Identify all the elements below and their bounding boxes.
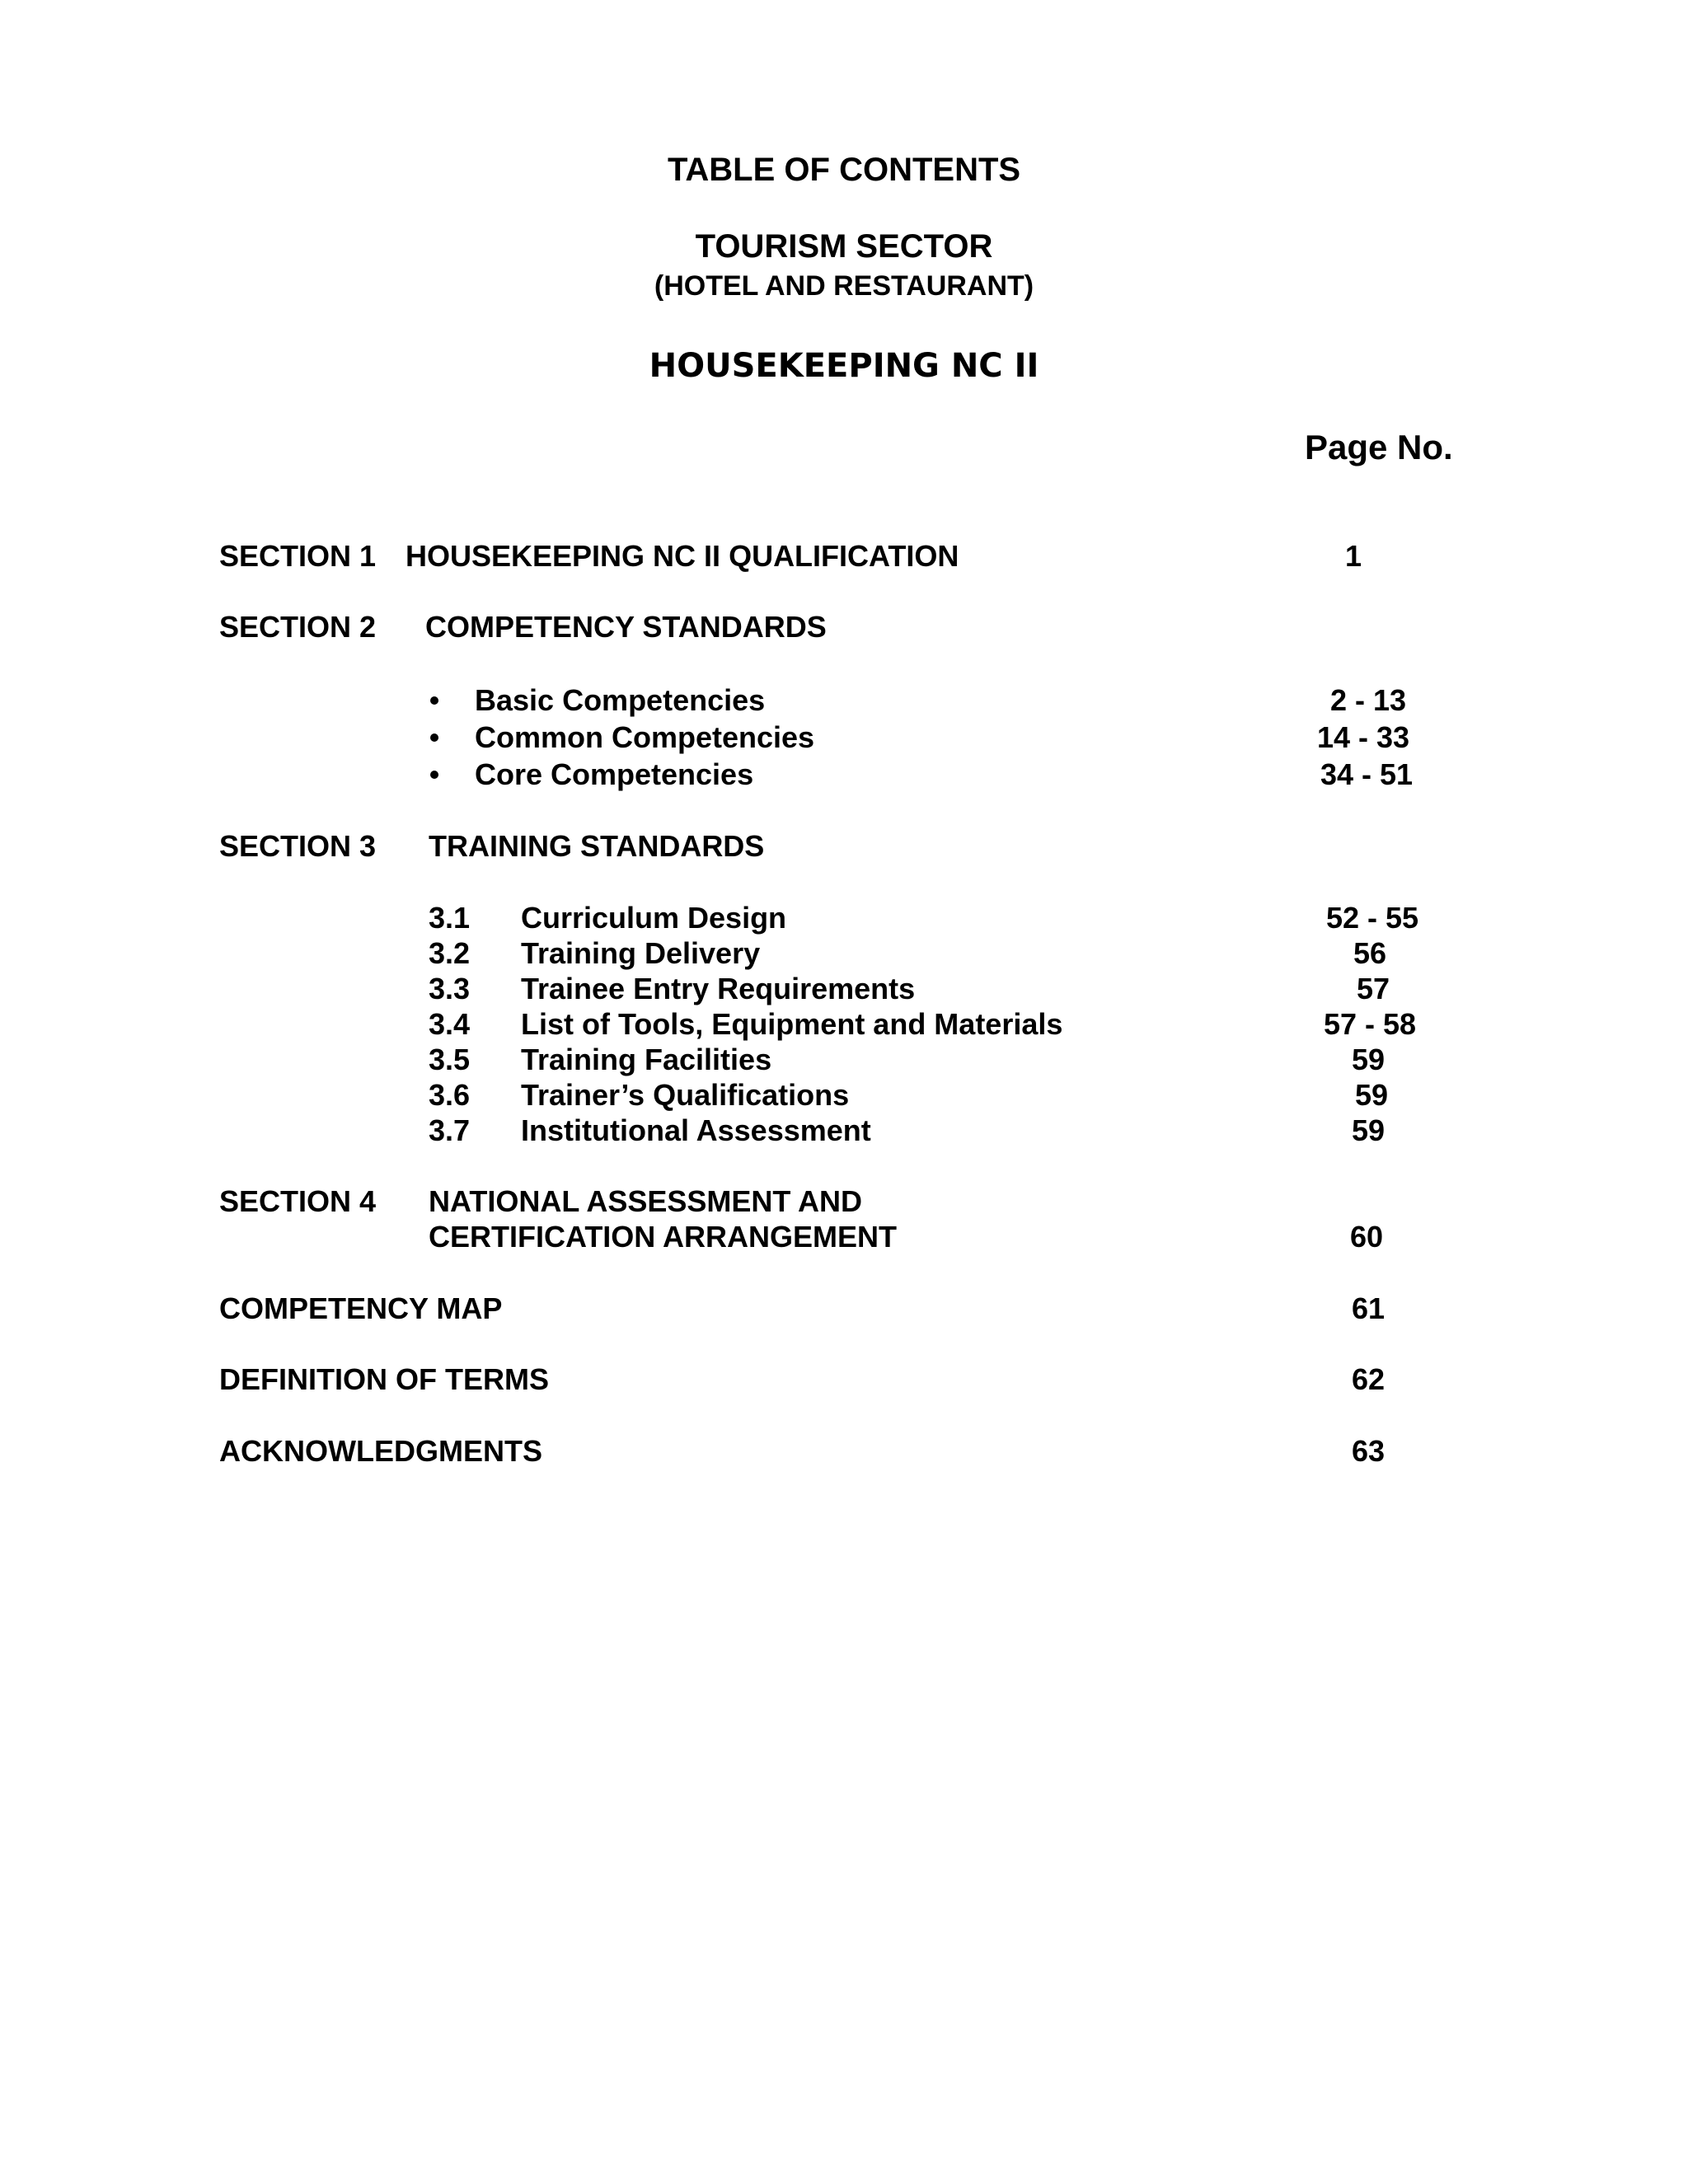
item-number: 3.5 (429, 1043, 471, 1076)
item-text: Institutional Assessment (521, 1113, 871, 1147)
bullet-icon (430, 696, 438, 705)
section-title-line-2: CERTIFICATION ARRANGEMENT (429, 1220, 897, 1254)
section-label: SECTION 4 (219, 1184, 377, 1218)
item-text: Trainee Entry Requirements (521, 972, 916, 1005)
bullet-text: Core Competencies (475, 757, 754, 791)
section-title: COMPETENCY STANDARDS (425, 610, 827, 644)
item-page-number: 59 (1351, 1113, 1386, 1147)
entry-title: ACKNOWLEDGMENTS (219, 1434, 542, 1468)
entry-page-number: 62 (1351, 1362, 1386, 1396)
section-title: TRAINING STANDARDS (429, 829, 765, 863)
item-page-number: 59 (1354, 1078, 1389, 1112)
item-page-number: 57 (1356, 972, 1390, 1005)
item-text: List of Tools, Equipment and Materials (521, 1007, 1063, 1041)
sector-title: TOURISM SECTOR (695, 228, 993, 265)
item-text: Curriculum Design (521, 901, 787, 935)
item-page-number: 56 (1353, 936, 1387, 970)
section-label: SECTION 1 (219, 539, 377, 573)
bullet-page-number: 14 - 33 (1316, 720, 1410, 754)
item-page-number: 57 - 58 (1323, 1007, 1417, 1041)
item-page-number: 52 - 55 (1325, 901, 1419, 935)
qualification-title: HOUSEKEEPING NC II (649, 347, 1039, 385)
bullet-icon (430, 771, 438, 779)
bullet-page-number: 2 - 13 (1329, 683, 1407, 717)
sector-subtitle: (HOTEL AND RESTAURANT) (654, 270, 1034, 302)
item-text: Training Delivery (521, 936, 761, 970)
item-number: 3.6 (429, 1078, 471, 1112)
section-label: SECTION 2 (219, 610, 377, 644)
item-number: 3.1 (429, 901, 471, 935)
entry-title: DEFINITION OF TERMS (219, 1362, 549, 1396)
item-text: Trainer’s Qualifications (521, 1078, 850, 1112)
item-page-number: 59 (1351, 1043, 1386, 1076)
section-title-line-1: NATIONAL ASSESSMENT AND (429, 1184, 863, 1218)
bullet-icon (430, 733, 438, 742)
bullet-text: Basic Competencies (475, 683, 766, 717)
item-text: Training Facilities (521, 1043, 772, 1076)
section-label: SECTION 3 (219, 829, 377, 863)
bullet-page-number: 34 - 51 (1320, 757, 1414, 791)
entry-title: COMPETENCY MAP (219, 1291, 503, 1325)
page-no-label: Page No. (1305, 428, 1453, 466)
bullet-text: Common Competencies (475, 720, 815, 754)
section-page-number: 1 (1344, 539, 1362, 573)
item-number: 3.7 (429, 1113, 471, 1147)
item-number: 3.4 (429, 1007, 471, 1041)
page-title: TABLE OF CONTENTS (667, 152, 1021, 188)
entry-page-number: 61 (1351, 1291, 1386, 1325)
section-title: HOUSEKEEPING NC II QUALIFICATION (406, 539, 959, 573)
entry-page-number: 63 (1351, 1434, 1386, 1468)
item-number: 3.2 (429, 936, 471, 970)
item-number: 3.3 (429, 972, 471, 1005)
section-page-number: 60 (1349, 1220, 1384, 1254)
